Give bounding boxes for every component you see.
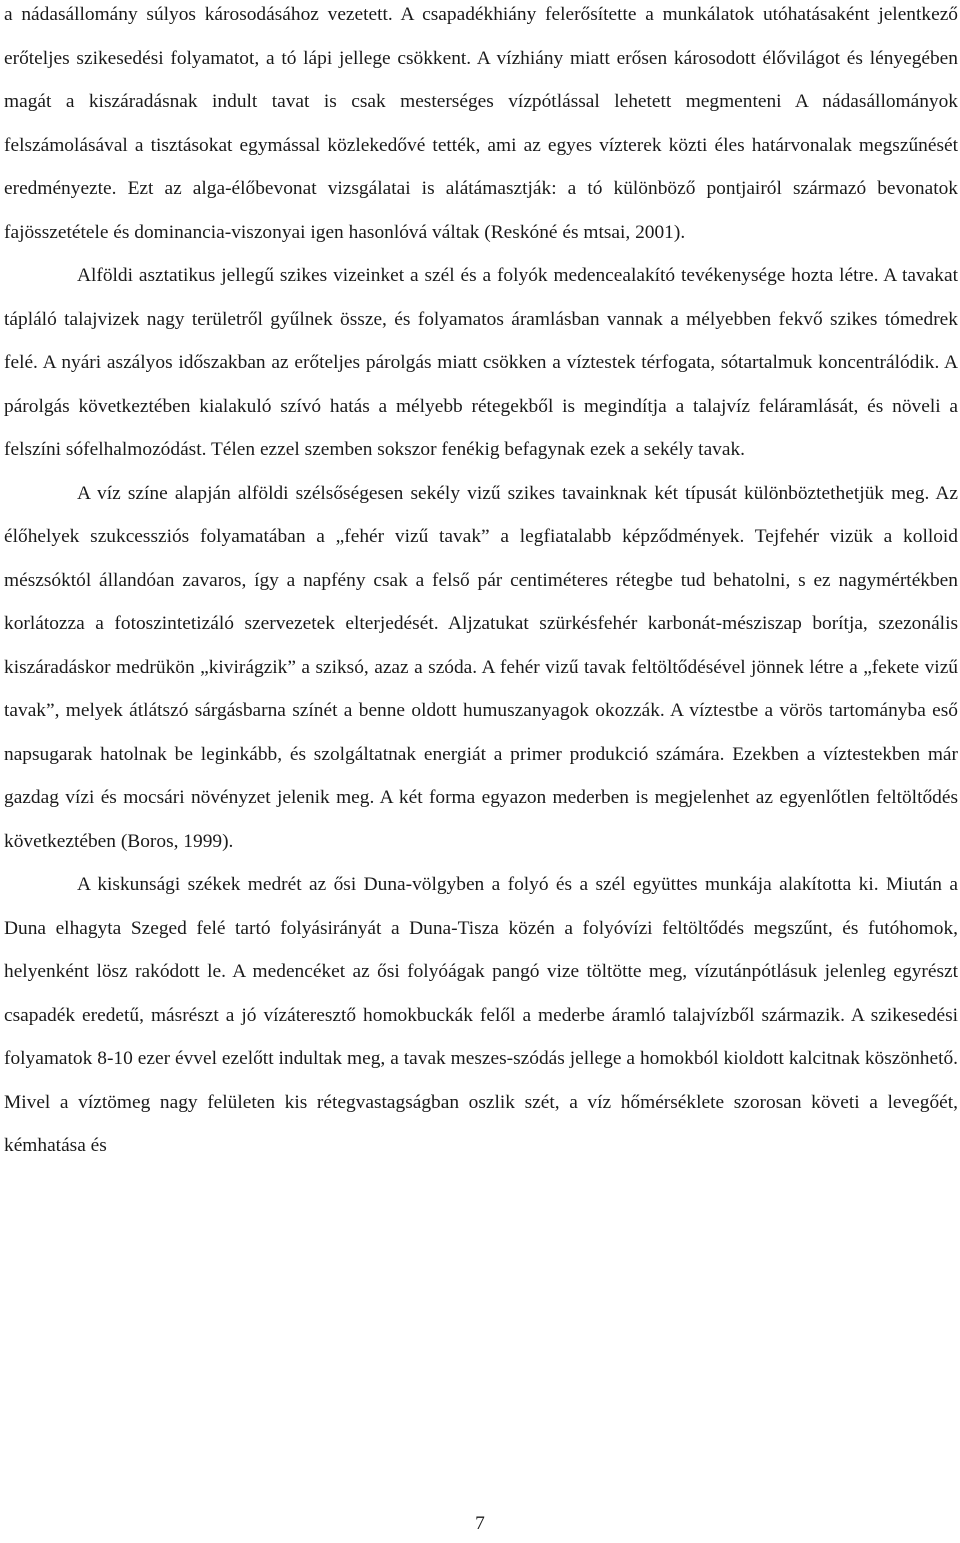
page-number: 7 [475,1513,485,1534]
paragraph-2: Alföldi asztatikus jellegű szikes vizeinket a szél és a folyók medencealakító tevékenysége hozta létre. A tavakat tápláló talajvizek nagy területről gyűlnek össze, és folyamatos áramlásban vannak a mélyebben fekvő szikes tómedrek felé. A nyári aszályos időszakban az erőteljes párolgás miatt csökken a víztestek térfogata, sótartalmuk koncentrálódik. A párolgás következtében kialakuló szívó hatás a mélyebb rétegekből is megindítja a talajvíz feláramlását, és növeli a felszíni sófelhalmozódást. Télen ezzel szemben sokszor fenékig befagynak ezek a sekély tavak. [4,265,958,460]
paragraph-1: a nádasállomány súlyos károsodásához vezetett. A csapadékhiány felerősítette a munkálatok utóhatásaként jelentkező erőteljes szikesedési folyamatot, a tó lápi jellege csökkent. A vízhiány miatt erősen károsodott élővilágot és lényegében magát a kiszáradásnak indult tavat is csak mesterséges vízpótlással lehetett megmenteni A nádasállományok felszámolásával a tisztásokat egymással közlekedővé tették, ami az egyes vízterek közti éles határvonalak megszűnését eredményezte. Ezt az alga-élőbevonat vizsgálatai is alátámasztják: a tó különböző pontjairól származó bevonatok fajösszetétele és dominancia-viszonyai igen hasonlóvá váltak (Reskóné és mtsai, 2001). [4,4,958,243]
document-page [4,0,958,1168]
paragraph-3: A víz színe alapján alföldi szélsőségesen sekély vizű szikes tavainknak két típusát különböztethetjük meg. Az élőhelyek szukcessziós folyamatában a „fehér vizű tavak” a legfiatalabb képződmények. Tejfehér vizük a kolloid mészsóktól állandóan zavaros, így a napfény csak a felső pár centiméteres rétegbe tud behatolni, s ez nagymértékben korlátozza a fotoszintetizáló szervezetek elterjedését. Aljzatukat szürkésfehér karbonát-mésziszap borítja, szezonális kiszáradáskor medrükön „kivirágzik” a sziksó, azaz a szóda. A fehér vizű tavak feltöltődésével jönnek létre a „fekete vizű tavak”, melyek átlátszó sárgásbarna színét a benne oldott humuszanyagok okozzák. A víztestbe a vörös tartományba eső napsugarak hatolnak be leginkább, és szolgáltatnak energiát a primer produkció számára. Ezekben a víztestekben már gazdag vízi és mocsári növényzet jelenik meg. A két forma egyazon mederben is megjelenhet az egyenlőtlen feltöltődés következtében (Boros, 1999). [4,482,958,852]
paragraph-4: A kiskunsági székek medrét az ősi Duna-völgyben a folyó és a szél együttes munkája alakította ki. Miután a Duna elhagyta Szeged felé tartó folyásirányát a Duna-Tisza közén a folyóvízi feltöltődés megszűnt, és futóhomok, helyenként lösz rakódott le. A medencéket az ősi folyóágak pangó vize töltötte meg, vízutánpótlásuk jelenleg egyrészt csapadék eredetű, másrészt a jó vízáteresztő homokbuckák felől a mederbe áramló talajvízből származik. A szikesedési folyamatok 8-10 ezer évvel ezelőtt indultak meg, a tavak meszes-szódás jellege a homokból kioldott kalcitnak köszönhető. Mivel a víztömeg nagy felületen kis rétegvastagságban oszlik szét, a víz hőmérséklete szorosan követi a levegőét, kémhatása és [4,874,958,1156]
